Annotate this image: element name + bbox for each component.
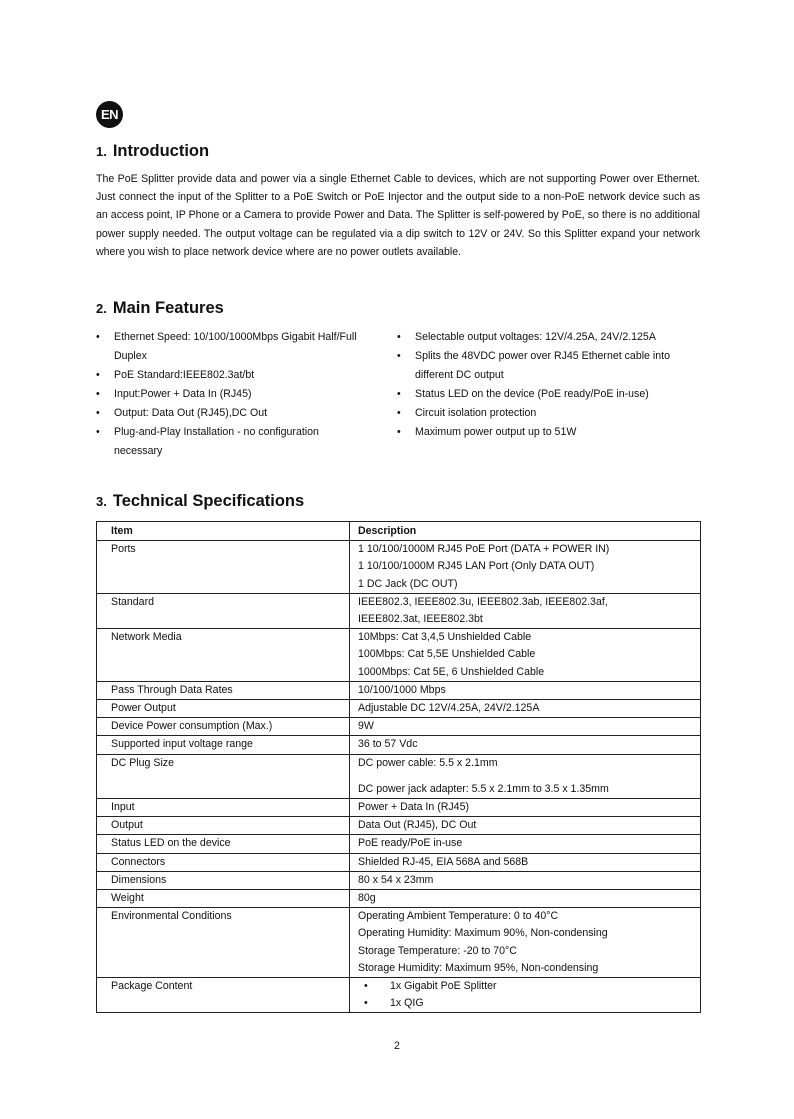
spec-item-cell: Dimensions xyxy=(97,871,350,889)
spec-description-cell xyxy=(350,890,701,908)
table-row xyxy=(97,754,701,798)
feature-item: • Output: Data Out (RJ45),DC Out xyxy=(96,404,366,423)
package-content-item: • 1x QIG xyxy=(364,995,694,1012)
table-row xyxy=(97,736,701,754)
spec-description-cell xyxy=(350,736,701,754)
spec-item-cell: Weight xyxy=(97,890,350,908)
spec-item-cell: Power Output xyxy=(97,700,350,718)
spec-description-line: Operating Ambient Temperature: 0 to 40°C xyxy=(358,910,559,923)
spec-description-line: 1 10/100/1000M RJ45 PoE Port (DATA + POWER IN) xyxy=(358,543,610,556)
spec-description-line: 1 10/100/1000M RJ45 LAN Port (Only DATA OUT) xyxy=(358,560,595,573)
spec-description-cell xyxy=(350,871,701,889)
feature-item: • Plug-and-Play Installation - no configuration necessary xyxy=(96,423,366,461)
spec-description-line: DC power cable: 5.5 x 2.1mm xyxy=(358,756,498,769)
section-heading-technical-specifications: 3. Technical Specifications xyxy=(96,492,305,510)
spec-description-cell xyxy=(350,835,701,853)
package-content-item: • 1x Gigabit PoE Splitter xyxy=(364,978,694,995)
spec-description-line: Operating Humidity: Maximum 90%, Non-condensing xyxy=(358,927,608,940)
spec-description-cell xyxy=(350,978,701,1013)
spec-description-line: Data Out (RJ45), DC Out xyxy=(358,819,477,832)
spec-description-line: Storage Temperature: -20 to 70°C xyxy=(358,944,517,957)
spec-item-cell: Input xyxy=(97,799,350,817)
spec-description-cell xyxy=(350,817,701,835)
spec-item-cell: Supported input voltage range xyxy=(97,736,350,754)
spec-description-line: 10/100/1000 Mbps xyxy=(358,683,446,696)
feature-item: • Ethernet Speed: 10/100/1000Mbps Gigabit Half/Full Duplex xyxy=(96,328,366,366)
spec-description-cell xyxy=(350,593,701,628)
page-number: 2 xyxy=(394,1040,400,1052)
spec-description-cell xyxy=(350,853,701,871)
spec-description-line: 1000Mbps: Cat 5E, 6 Unshielded Cable xyxy=(358,665,545,678)
spec-item-cell: Device Power consumption (Max.) xyxy=(97,718,350,736)
table-row xyxy=(97,541,701,594)
section-heading-introduction: 1. Introduction xyxy=(96,142,210,160)
table-row xyxy=(97,890,701,908)
spec-description-line: 80g xyxy=(358,892,376,905)
spec-description-line: Power + Data In (RJ45) xyxy=(358,801,469,814)
spec-description-line: 9W xyxy=(358,720,374,733)
table-row xyxy=(97,700,701,718)
spec-description-cell xyxy=(350,799,701,817)
table-row xyxy=(97,871,701,889)
table-row xyxy=(97,835,701,853)
spec-description-line: Adjustable DC 12V/4.25A, 24V/2.125A xyxy=(358,702,540,715)
spec-description-line: IEEE802.3, IEEE802.3u, IEEE802.3ab, IEEE802.3af, xyxy=(358,595,608,608)
introduction-paragraph: The PoE Splitter provide data and power via a single Ethernet Cable to devices, which are not supporting Power over Ethernet. Just connect the input of the Splitter to a PoE Switch or PoE Injector and the output side to a non-PoE network device such as an access point, IP Phone or a Camera to provide Power and Data. The Splitter is self-powered by PoE, so there is no additional power supply needed. The output voltage can be regulated via a dip switch to 12V or 24V. So this Splitter expand your network where you wish to place network device where are no power outlets available. xyxy=(96,173,700,258)
feature-item: • Circuit isolation protection xyxy=(397,404,697,423)
spec-item-cell: Pass Through Data Rates xyxy=(97,681,350,699)
table-row xyxy=(97,799,701,817)
spec-description-line: DC power jack adapter: 5.5 x 2.1mm to 3.5 x 1.35mm xyxy=(358,782,609,795)
spec-item-cell: Network Media xyxy=(97,629,350,682)
feature-item: • Selectable output voltages: 12V/4.25A, 24V/2.125A xyxy=(397,328,697,347)
spec-description-cell xyxy=(350,541,701,594)
spec-item-cell: Connectors xyxy=(97,853,350,871)
spec-description-cell xyxy=(350,718,701,736)
spec-description-line: 100Mbps: Cat 5,5E Unshielded Cable xyxy=(358,648,536,661)
column-header-description: Description xyxy=(350,522,701,541)
spec-description-cell xyxy=(350,629,701,682)
table-row xyxy=(97,718,701,736)
line-spacer xyxy=(358,772,694,781)
spec-description-line: 80 x 54 x 23mm xyxy=(358,873,434,886)
feature-item: • Input:Power + Data In (RJ45) xyxy=(96,385,366,404)
spec-description-line: Storage Humidity: Maximum 95%, Non-condensing xyxy=(358,961,599,974)
table-row xyxy=(97,817,701,835)
section-heading-main-features: 2. Main Features xyxy=(96,299,224,317)
language-badge-icon: EN xyxy=(96,101,123,128)
spec-item-cell: Output xyxy=(97,817,350,835)
spec-description-line: 10Mbps: Cat 3,4,5 Unshielded Cable xyxy=(358,631,532,644)
spec-description-line: 36 to 57 Vdc xyxy=(358,738,418,751)
table-header-row xyxy=(97,522,701,541)
spec-item-cell: Ports xyxy=(97,541,350,594)
spec-description-line: PoE ready/PoE in-use xyxy=(358,837,463,850)
spec-item-cell: Standard xyxy=(97,593,350,628)
feature-item: • Splits the 48VDC power over RJ45 Ethernet cable into different DC output xyxy=(397,347,697,385)
table-row xyxy=(97,629,701,682)
table-row xyxy=(97,853,701,871)
spec-item-cell: Environmental Conditions xyxy=(97,908,350,978)
table-row xyxy=(97,908,701,978)
feature-item: • PoE Standard:IEEE802.3at/bt xyxy=(96,366,366,385)
column-header-item: Item xyxy=(97,522,350,541)
feature-item: • Maximum power output up to 51W xyxy=(397,423,697,442)
features-list-right xyxy=(397,328,697,442)
spec-item-cell: Status LED on the device xyxy=(97,835,350,853)
spec-description-cell xyxy=(350,754,701,798)
table-row xyxy=(97,593,701,628)
spec-item-cell: Package Content xyxy=(97,978,350,1013)
specifications-table xyxy=(96,521,701,1013)
spec-description-cell xyxy=(350,700,701,718)
spec-item-cell: DC Plug Size xyxy=(97,754,350,798)
features-list-left xyxy=(96,328,366,461)
spec-description-line: Shielded RJ-45, EIA 568A and 568B xyxy=(358,855,529,868)
spec-description-cell xyxy=(350,681,701,699)
spec-description-line: 1 DC Jack (DC OUT) xyxy=(358,577,458,590)
feature-item: • Status LED on the device (PoE ready/PoE in-use) xyxy=(397,385,697,404)
spec-description-cell xyxy=(350,908,701,978)
spec-description-line: IEEE802.3at, IEEE802.3bt xyxy=(358,613,483,626)
table-row xyxy=(97,978,701,1013)
table-row xyxy=(97,681,701,699)
